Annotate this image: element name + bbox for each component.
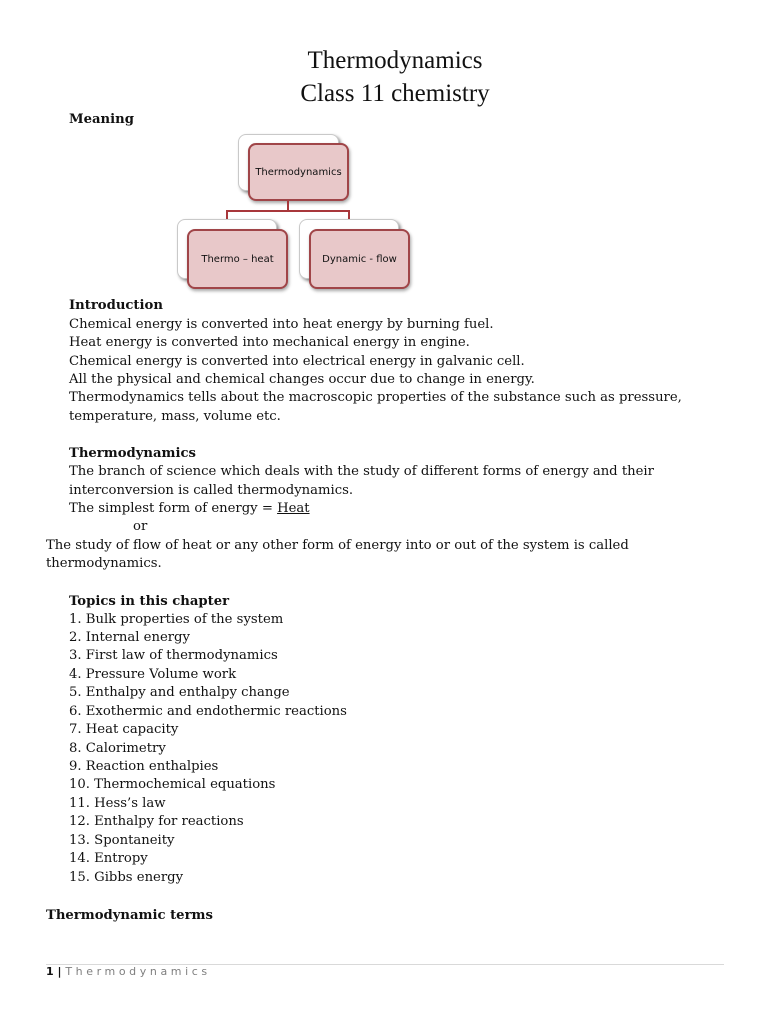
meaning-heading: Meaning	[69, 112, 134, 127]
intro-line: Chemical energy is converted into electrical energy in galvanic cell.	[69, 354, 525, 369]
intro-line: Thermodynamics tells about the macroscopic properties of the substance such as pressure,	[69, 390, 682, 405]
page-title: Thermodynamics	[307, 47, 483, 74]
diagram-child-node-flow: Dynamic - flow	[309, 229, 410, 289]
diagram-child-node-heat: Thermo – heat	[187, 229, 288, 289]
topic-item: 10. Thermochemical equations	[69, 777, 276, 792]
topic-item: 2. Internal energy	[69, 630, 190, 645]
intro-line: Heat energy is converted into mechanical energy in engine.	[69, 335, 470, 350]
intro-line: Chemical energy is converted into heat energy by burning fuel.	[69, 317, 494, 332]
simplest-energy-value: Heat	[277, 501, 310, 516]
topic-item: 8. Calorimetry	[69, 741, 166, 756]
page-number: 1	[46, 965, 54, 978]
connector-horizontal	[226, 210, 350, 212]
simplest-energy-prefix: The simplest form of energy =	[69, 501, 278, 516]
topic-item: 11. Hess’s law	[69, 796, 166, 811]
simplest-energy-line	[69, 500, 310, 518]
topic-item: 7. Heat capacity	[69, 722, 179, 737]
topic-item: 4. Pressure Volume work	[69, 667, 237, 682]
definition-line: The branch of science which deals with the study of different forms of energy and their	[69, 464, 654, 479]
topic-item: 5. Enthalpy and enthalpy change	[69, 685, 290, 700]
alt-definition-line: The study of flow of heat or any other form of energy into or out of the system is called	[46, 538, 629, 553]
or-separator: or	[133, 519, 148, 534]
topic-item: 14. Entropy	[69, 851, 148, 866]
footer-label: Thermodynamics	[65, 965, 211, 978]
page-footer	[46, 964, 211, 980]
page-subtitle: Class 11 chemistry	[300, 80, 490, 107]
topic-item: 15. Gibbs energy	[69, 870, 184, 885]
intro-line: All the physical and chemical changes occur due to change in energy.	[69, 372, 535, 387]
terms-heading: Thermodynamic terms	[46, 908, 213, 923]
topic-item: 13. Spontaneity	[69, 833, 175, 848]
introduction-heading: Introduction	[69, 298, 163, 313]
diagram-root-node: Thermodynamics	[248, 143, 349, 201]
topics-heading: Topics in this chapter	[69, 594, 230, 609]
thermodynamics-heading: Thermodynamics	[69, 446, 196, 461]
topic-item: 6. Exothermic and endothermic reactions	[69, 704, 347, 719]
topic-item: 9. Reaction enthalpies	[69, 759, 219, 774]
topic-item: 1. Bulk properties of the system	[69, 612, 284, 627]
intro-line: temperature, mass, volume etc.	[69, 409, 281, 424]
topic-item: 3. First law of thermodynamics	[69, 648, 278, 663]
topic-item: 12. Enthalpy for reactions	[69, 814, 244, 829]
footer-separator: |	[53, 965, 66, 978]
alt-definition-line: thermodynamics.	[46, 556, 162, 571]
definition-line: interconversion is called thermodynamics.	[69, 483, 354, 498]
